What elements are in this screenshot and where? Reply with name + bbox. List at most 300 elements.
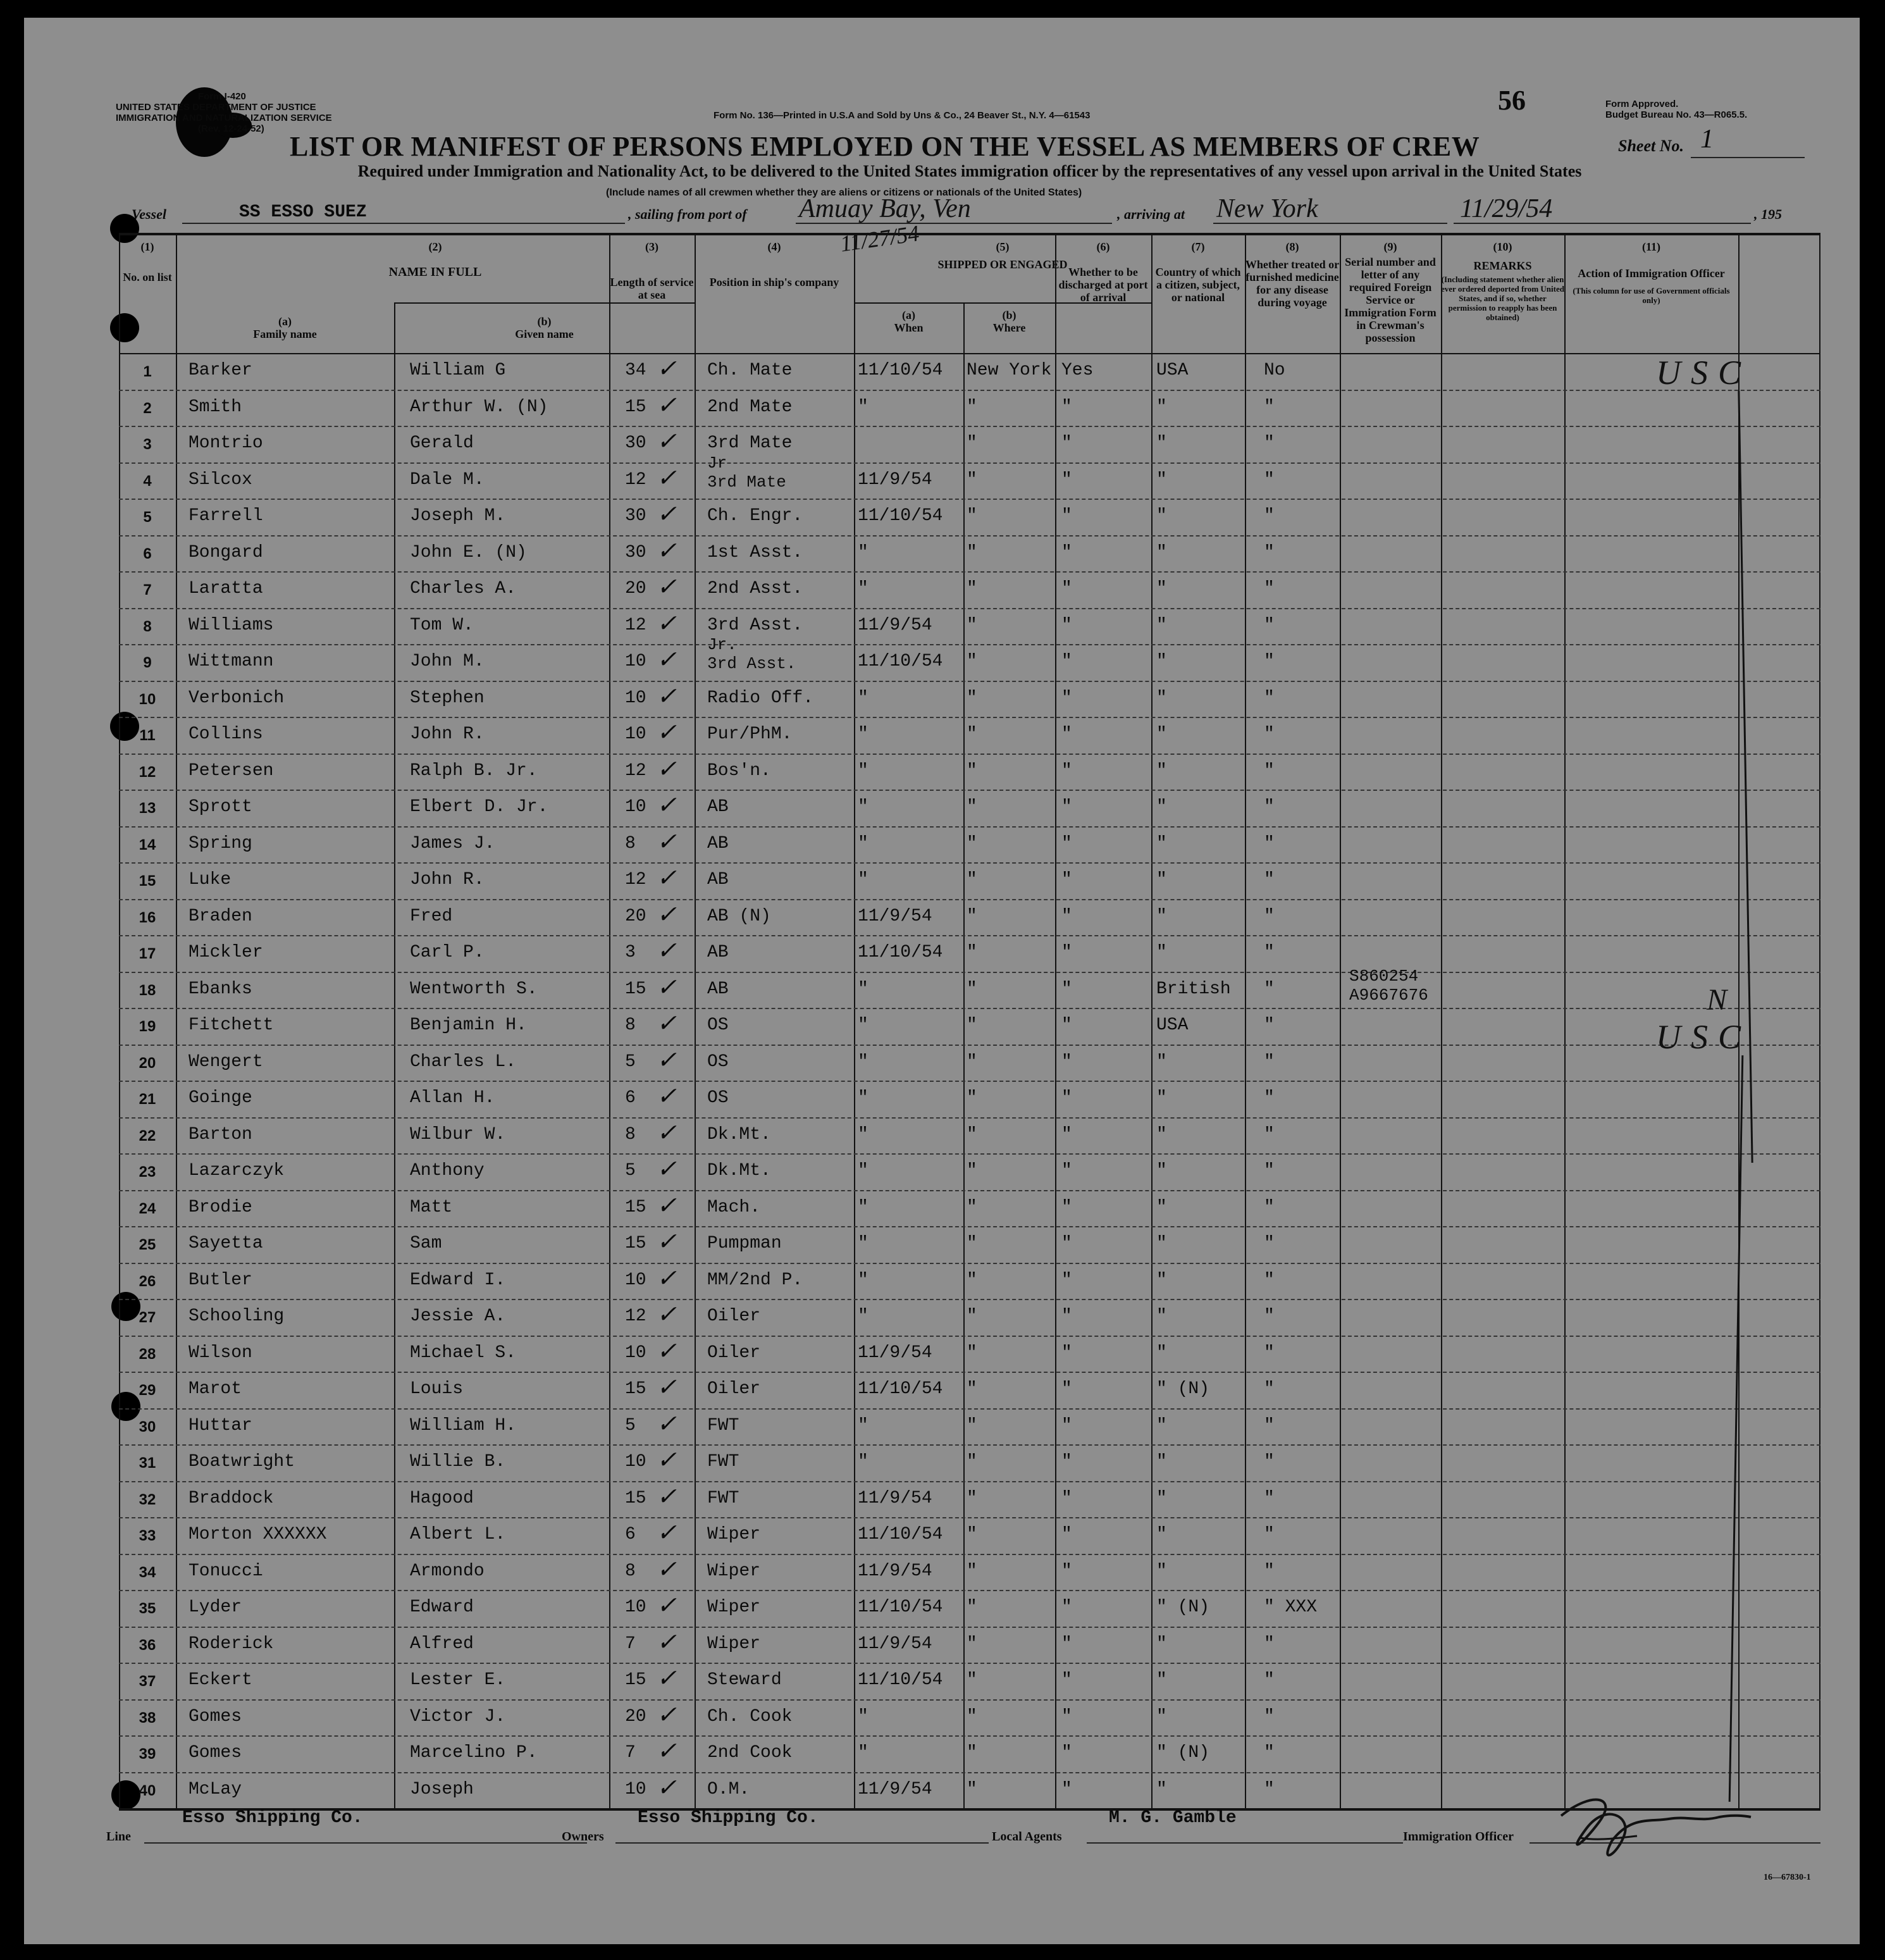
family-name-cell: Eckert (188, 1670, 252, 1690)
row-divider (119, 1735, 1820, 1737)
service-cell: 10 (625, 1452, 646, 1472)
row-divider (119, 790, 1820, 791)
family-name-cell: Laratta (188, 579, 263, 599)
check-mark-icon: ✓ (657, 428, 677, 455)
owners-value: Esso Shipping Co. (638, 1808, 819, 1828)
row-divider (119, 1372, 1820, 1373)
service-cell: 6 (625, 1088, 636, 1108)
family-name-cell: Ebanks (188, 979, 252, 999)
service-cell: 20 (625, 906, 646, 926)
position-cell: 2nd Asst. (707, 579, 803, 599)
shipped-when-cell: 11/10/54 (858, 1670, 943, 1690)
shipped-where-cell: " (967, 542, 977, 562)
shipped-where-cell: " (967, 652, 977, 671)
shipped-where-cell: " (967, 688, 977, 708)
shipped-when-cell: 11/10/54 (858, 1525, 943, 1544)
family-name-cell: Barton (188, 1124, 252, 1144)
discharged-cell: " (1061, 652, 1072, 671)
family-name-cell: Luke (188, 870, 232, 890)
family-name-cell: Sprott (188, 797, 252, 817)
page-title: LIST OR MANIFEST OF PERSONS EMPLOYED ON THE VESSEL AS MEMBERS OF CREW (290, 131, 1480, 162)
service-cell: 8 (625, 1015, 636, 1035)
table-row (119, 499, 1820, 535)
treated-cell: " (1264, 1234, 1275, 1253)
treated-cell: " (1264, 1270, 1275, 1290)
check-mark-icon: ✓ (657, 755, 677, 783)
table-row (119, 608, 1820, 645)
discharged-cell: " (1061, 1124, 1072, 1144)
check-mark-icon: ✓ (657, 792, 677, 819)
shipped-when-cell: " (858, 1452, 868, 1472)
row-divider (119, 972, 1820, 973)
shipped-when-cell: " (858, 760, 868, 781)
position-cell: Dk.Mt. (707, 1124, 771, 1144)
position-cell: AB (N) (707, 906, 771, 926)
country-cell: " (1156, 760, 1167, 781)
treated-cell: " (1264, 1088, 1275, 1108)
check-mark-icon: ✓ (657, 392, 677, 419)
row-divider (119, 1590, 1820, 1591)
check-mark-icon: ✓ (657, 1119, 677, 1146)
row-number: 16 (139, 909, 156, 926)
row-number: 26 (139, 1272, 156, 1290)
table-row (119, 1735, 1820, 1772)
family-name-cell: Fitchett (188, 1015, 274, 1035)
discharged-cell: " (1061, 1088, 1072, 1108)
country-cell: " (1156, 1452, 1167, 1472)
shipped-where-cell: " (967, 579, 977, 599)
given-name-cell: Edward (410, 1597, 474, 1617)
sailing-port: Amuay Bay, Ven (799, 194, 971, 223)
row-number: 25 (139, 1236, 156, 1253)
family-name-cell: Barker (188, 361, 252, 380)
table-row (119, 1081, 1820, 1117)
position-cell: Ch. Mate (707, 361, 793, 380)
treated-cell: " (1264, 724, 1275, 744)
row-number: 8 (143, 617, 152, 635)
family-name-cell: Tonucci (188, 1561, 263, 1581)
family-name-cell: Wittmann (188, 652, 274, 671)
given-name-cell: Wentworth S. (410, 979, 538, 999)
check-mark-icon: ✓ (657, 828, 677, 855)
check-mark-icon: ✓ (657, 574, 677, 600)
treated-cell: " (1264, 1161, 1275, 1181)
treated-cell: " (1264, 1343, 1275, 1363)
check-mark-icon: ✓ (657, 356, 677, 382)
discharged-cell: " (1061, 1306, 1072, 1326)
position-cell: 2nd Mate (707, 397, 793, 417)
page-number: 56 (1498, 85, 1526, 116)
discharged-cell: " (1061, 688, 1072, 708)
position-cell: AB (707, 797, 729, 817)
shipped-when-cell: " (858, 979, 868, 999)
position-cell: Wiper (707, 1634, 761, 1654)
service-cell: 10 (625, 652, 646, 671)
service-cell: 15 (625, 1234, 646, 1253)
shipped-when-cell: " (858, 833, 868, 853)
service-cell: 30 (625, 542, 646, 562)
country-cell: " (1156, 1161, 1167, 1181)
shipped-where-cell: " (967, 1161, 977, 1181)
row-number: 23 (139, 1163, 156, 1181)
service-cell: 30 (625, 433, 646, 453)
discharged-cell: " (1061, 579, 1072, 599)
shipped-where-cell: " (967, 1015, 977, 1035)
position-cell: OS (707, 1015, 729, 1035)
discharged-cell: " (1061, 542, 1072, 562)
position-cell: Radio Off. (707, 688, 814, 708)
table-row (119, 862, 1820, 899)
table-row (119, 1008, 1820, 1045)
given-name-cell: Anthony (410, 1161, 485, 1181)
treated-cell: " (1264, 979, 1275, 999)
position-cell: Wiper (707, 1597, 761, 1617)
shipped-where-cell: " (967, 943, 977, 962)
name-subheader-line (394, 302, 695, 304)
treated-cell: " (1264, 1743, 1275, 1763)
check-mark-icon: ✓ (657, 1010, 677, 1037)
check-mark-icon: ✓ (657, 1483, 677, 1510)
check-mark-icon: ✓ (657, 1083, 677, 1110)
required-statement: Required under Immigration and Nationality Act, to be delivered to the United States immigration officer by the representatives of any vessel upon arrival in the United States (357, 162, 1582, 180)
country-cell: " (1156, 433, 1167, 453)
row-number: 39 (139, 1746, 156, 1763)
country-cell: " (1156, 397, 1167, 417)
given-name-cell: Benjamin H. (410, 1015, 527, 1035)
country-cell: USA (1156, 361, 1189, 380)
given-name-cell: Hagood (410, 1488, 474, 1508)
position-cell: Mach. (707, 1197, 761, 1217)
service-cell: 10 (625, 1779, 646, 1799)
vessel-underline (182, 223, 625, 224)
table-row (119, 1663, 1820, 1699)
treated-cell: " (1264, 397, 1275, 417)
shipped-where-cell: " (967, 1525, 977, 1544)
service-cell: 15 (625, 979, 646, 999)
country-cell: " (1156, 1561, 1167, 1581)
treated-cell: " (1264, 1561, 1275, 1581)
country-cell: " (1156, 1488, 1167, 1508)
treated-cell: " (1264, 797, 1275, 817)
row-divider (119, 754, 1820, 755)
row-divider (119, 535, 1820, 537)
row-number: 24 (139, 1200, 156, 1217)
service-cell: 10 (625, 688, 646, 708)
treated-cell: " (1264, 1051, 1275, 1072)
position-cell: Steward (707, 1670, 782, 1690)
country-cell: " (1156, 1124, 1167, 1144)
family-name-cell: Sayetta (188, 1234, 263, 1253)
shipped-when-cell: " (858, 1234, 868, 1253)
officer-signature (1542, 1778, 1757, 1879)
col-header-shipped: (5) SHIPPED OR ENGAGED (937, 240, 1068, 271)
service-cell: 12 (625, 1306, 646, 1326)
family-name-cell: Bongard (188, 542, 263, 562)
given-name-cell: Ralph B. Jr. (410, 760, 538, 781)
table-row (119, 535, 1820, 572)
shipped-where-cell: " (967, 1124, 977, 1144)
row-divider (119, 1153, 1820, 1155)
row-divider (119, 1226, 1820, 1227)
row-divider (119, 462, 1820, 464)
service-cell: 5 (625, 1161, 636, 1181)
service-cell: 15 (625, 1197, 646, 1217)
service-cell: 3 (625, 943, 636, 962)
shipped-where-cell: " (967, 979, 977, 999)
given-name-cell: John M. (410, 652, 485, 671)
row-divider (119, 1444, 1820, 1446)
service-cell: 5 (625, 1415, 636, 1436)
country-cell: " (1156, 1306, 1167, 1326)
service-cell: 6 (625, 1525, 636, 1544)
country-cell: " (1156, 1088, 1167, 1108)
row-divider (119, 1772, 1820, 1773)
treated-cell: " XXX (1264, 1597, 1318, 1617)
given-name-cell: James J. (410, 833, 495, 853)
row-number: 29 (139, 1382, 156, 1399)
row-divider (119, 1627, 1820, 1628)
family-name-cell: Roderick (188, 1634, 274, 1654)
treated-cell: " (1264, 579, 1275, 599)
country-cell: " (N) (1156, 1597, 1210, 1617)
treated-cell: " (1264, 1779, 1275, 1799)
owners-label: Owners (562, 1830, 604, 1844)
discharged-cell: " (1061, 1343, 1072, 1363)
check-mark-icon: ✓ (657, 1774, 677, 1801)
family-name-cell: Wengert (188, 1051, 263, 1072)
discharged-cell: " (1061, 1270, 1072, 1290)
check-mark-icon: ✓ (657, 719, 677, 746)
table-row (119, 1190, 1820, 1227)
discharged-cell: " (1061, 1051, 1072, 1072)
service-cell: 10 (625, 1270, 646, 1290)
table-row (119, 1263, 1820, 1299)
usc-annotation: USC (1656, 1018, 1752, 1056)
discharged-cell: Yes (1061, 361, 1094, 380)
check-mark-icon: ✓ (657, 1265, 677, 1292)
shipped-when-cell: " (858, 1051, 868, 1072)
check-mark-icon: ✓ (657, 647, 677, 673)
table-row (119, 390, 1820, 426)
check-mark-icon: ✓ (657, 1701, 677, 1728)
n-annotation: N (1707, 983, 1727, 1017)
country-cell: British (1156, 979, 1231, 999)
given-name-cell: Elbert D. Jr. (410, 797, 548, 817)
sailing-underline (796, 223, 1112, 224)
table-row (119, 1554, 1820, 1591)
discharged-cell: " (1061, 906, 1072, 926)
treated-cell: " (1264, 1525, 1275, 1544)
family-name-cell: Morton XXXXXX (188, 1525, 327, 1544)
row-divider (119, 826, 1820, 828)
agents-underline (1087, 1842, 1403, 1844)
row-number: 12 (139, 763, 156, 781)
family-name-cell: Silcox (188, 469, 252, 490)
family-name-cell: Huttar (188, 1415, 252, 1436)
discharged-cell: " (1061, 833, 1072, 853)
shipped-when-cell: 11/10/54 (858, 361, 943, 380)
country-cell: " (1156, 797, 1167, 817)
shipped-when-cell: " (858, 1706, 868, 1727)
col-header-treated: (8) Whether treated or furnished medicine for any disease during voyage (1245, 240, 1340, 309)
check-mark-icon: ✓ (657, 1046, 677, 1074)
treated-cell: " (1264, 833, 1275, 853)
row-divider (119, 899, 1820, 900)
shipped-where-cell: " (967, 1379, 977, 1399)
shipped-when-cell: 11/10/54 (858, 1379, 943, 1399)
family-name-cell: Mickler (188, 943, 263, 962)
check-mark-icon: ✓ (657, 1301, 677, 1328)
shipped-when-cell: 11/9/54 (858, 1779, 932, 1799)
service-cell: 15 (625, 1488, 646, 1508)
table-row (119, 1481, 1820, 1518)
row-number: 10 (139, 690, 156, 708)
year-suffix: , 195 (1754, 206, 1782, 222)
row-number: 15 (139, 872, 156, 890)
treated-cell: " (1264, 1379, 1275, 1399)
given-name-cell: Dale M. (410, 469, 485, 490)
row-number: 38 (139, 1709, 156, 1727)
table-row (119, 1590, 1820, 1627)
form-identifier: Form I-420 UNITED STATES DEPARTMENT OF JUSTICE IMMIGRATION AND NATURALIZATION SERVICE (Rev. 12-24-52) (116, 91, 332, 134)
shipped-where-cell: " (967, 1343, 977, 1363)
row-number: 18 (139, 981, 156, 999)
row-divider (119, 1190, 1820, 1191)
given-name-cell: William H. (410, 1415, 517, 1436)
family-name-cell: Wilson (188, 1343, 252, 1363)
position-cell: Wiper (707, 1525, 761, 1544)
check-mark-icon: ✓ (657, 1628, 677, 1656)
col-header-position: (4) Position in ship's company (709, 240, 839, 288)
position-cell: MM/2nd P. (707, 1270, 803, 1290)
sailing-label: , sailing from port of (628, 206, 747, 222)
shipped-when-cell: " (858, 1088, 868, 1108)
treated-cell: " (1264, 1670, 1275, 1690)
family-name-cell: Gomes (188, 1743, 242, 1763)
given-name-cell: Joseph M. (410, 506, 506, 526)
position-cell: 3rd Mate (707, 433, 793, 453)
given-name-cell: Willie B. (410, 1452, 506, 1472)
shipped-where-cell: " (967, 797, 977, 817)
table-row (119, 1627, 1820, 1663)
row-number: 19 (139, 1018, 156, 1035)
row-number: 35 (139, 1600, 156, 1617)
discharged-cell: " (1061, 506, 1072, 526)
line-value: Esso Shipping Co. (182, 1808, 363, 1828)
shipped-where-cell: " (967, 469, 977, 490)
country-cell: " (1156, 1525, 1167, 1544)
service-cell: 7 (625, 1743, 636, 1763)
check-mark-icon: ✓ (657, 610, 677, 637)
position-cell: Bos'n. (707, 760, 771, 781)
table-row (119, 935, 1820, 972)
treated-cell: " (1264, 1452, 1275, 1472)
discharged-cell: " (1061, 1525, 1072, 1544)
discharged-cell: " (1061, 797, 1072, 817)
discharged-cell: " (1061, 1015, 1072, 1035)
row-number: 6 (143, 545, 152, 562)
printer-note: Form No. 136—Printed in U.S.A and Sold by Uns & Co., 24 Beaver St., N.Y. 4—61543 (714, 110, 1091, 121)
col-header-action: (11) Action of Immigration Officer (This column for use of Government officials only) (1573, 240, 1730, 305)
family-name-cell: Brodie (188, 1197, 252, 1217)
check-mark-icon: ✓ (657, 683, 677, 710)
table-row (119, 1444, 1820, 1481)
treated-cell: " (1264, 906, 1275, 926)
shipped-when-cell: 11/10/54 (858, 652, 943, 671)
shipped-when-cell: 11/9/54 (858, 1488, 932, 1508)
row-number: 4 (143, 472, 152, 490)
family-name-cell: Braddock (188, 1488, 274, 1508)
row-number: 37 (139, 1673, 156, 1690)
position-cell: Jr. 3rd Asst. (707, 635, 796, 673)
check-mark-icon: ✓ (657, 1447, 677, 1473)
row-number: 40 (139, 1782, 156, 1799)
row-divider (119, 1517, 1820, 1518)
service-cell: 8 (625, 1124, 636, 1144)
col-header-where: (b) Where (992, 309, 1026, 334)
table-row (119, 571, 1820, 608)
shipped-where-cell: " (967, 870, 977, 890)
row-number: 9 (143, 654, 152, 671)
shipped-where-cell: " (967, 760, 977, 781)
discharged-cell: " (1061, 1161, 1072, 1181)
arriving-underline (1213, 223, 1447, 224)
table-row (119, 1517, 1820, 1554)
shipped-where-cell: " (967, 1743, 977, 1763)
treated-cell: " (1264, 652, 1275, 671)
service-cell: 20 (625, 579, 646, 599)
country-cell: " (1156, 870, 1167, 890)
row-number: 33 (139, 1527, 156, 1544)
given-name-cell: William G (410, 361, 506, 380)
country-cell: " (1156, 906, 1167, 926)
row-divider (119, 1117, 1820, 1119)
country-cell: " (1156, 1670, 1167, 1690)
col-header-serial: (9) Serial number and letter of any required Foreign Service or Immigration Form in Crewman's possession (1344, 240, 1437, 344)
discharged-cell: " (1061, 1561, 1072, 1581)
sheet-number: 1 (1700, 125, 1714, 154)
position-cell: AB (707, 870, 729, 890)
shipped-when-cell: " (858, 870, 868, 890)
position-cell: 2nd Cook (707, 1743, 793, 1763)
given-name-cell: Sam (410, 1234, 442, 1253)
table-row (119, 790, 1820, 826)
country-cell: " (1156, 1415, 1167, 1436)
col-header-when: (a) When (894, 309, 924, 334)
usc-annotation: USC (1656, 354, 1752, 392)
position-cell: O.M. (707, 1779, 750, 1799)
shipped-where-cell: " (967, 1197, 977, 1217)
shipped-where-cell: " (967, 397, 977, 417)
shipped-when-cell: " (858, 797, 868, 817)
service-cell: 12 (625, 469, 646, 490)
country-cell: " (1156, 1634, 1167, 1654)
row-divider (119, 499, 1820, 500)
row-number: 22 (139, 1127, 156, 1144)
family-name-cell: Spring (188, 833, 252, 853)
row-number: 11 (139, 727, 156, 744)
shipped-when-cell: " (858, 397, 868, 417)
row-divider (119, 1481, 1820, 1482)
row-divider (119, 1045, 1820, 1046)
treated-cell: " (1264, 469, 1275, 490)
shipped-when-cell: " (858, 579, 868, 599)
country-cell: " (1156, 833, 1167, 853)
family-name-cell: Schooling (188, 1306, 285, 1326)
position-cell: Oiler (707, 1343, 761, 1363)
table-row (119, 1226, 1820, 1263)
check-mark-icon: ✓ (657, 1410, 677, 1437)
